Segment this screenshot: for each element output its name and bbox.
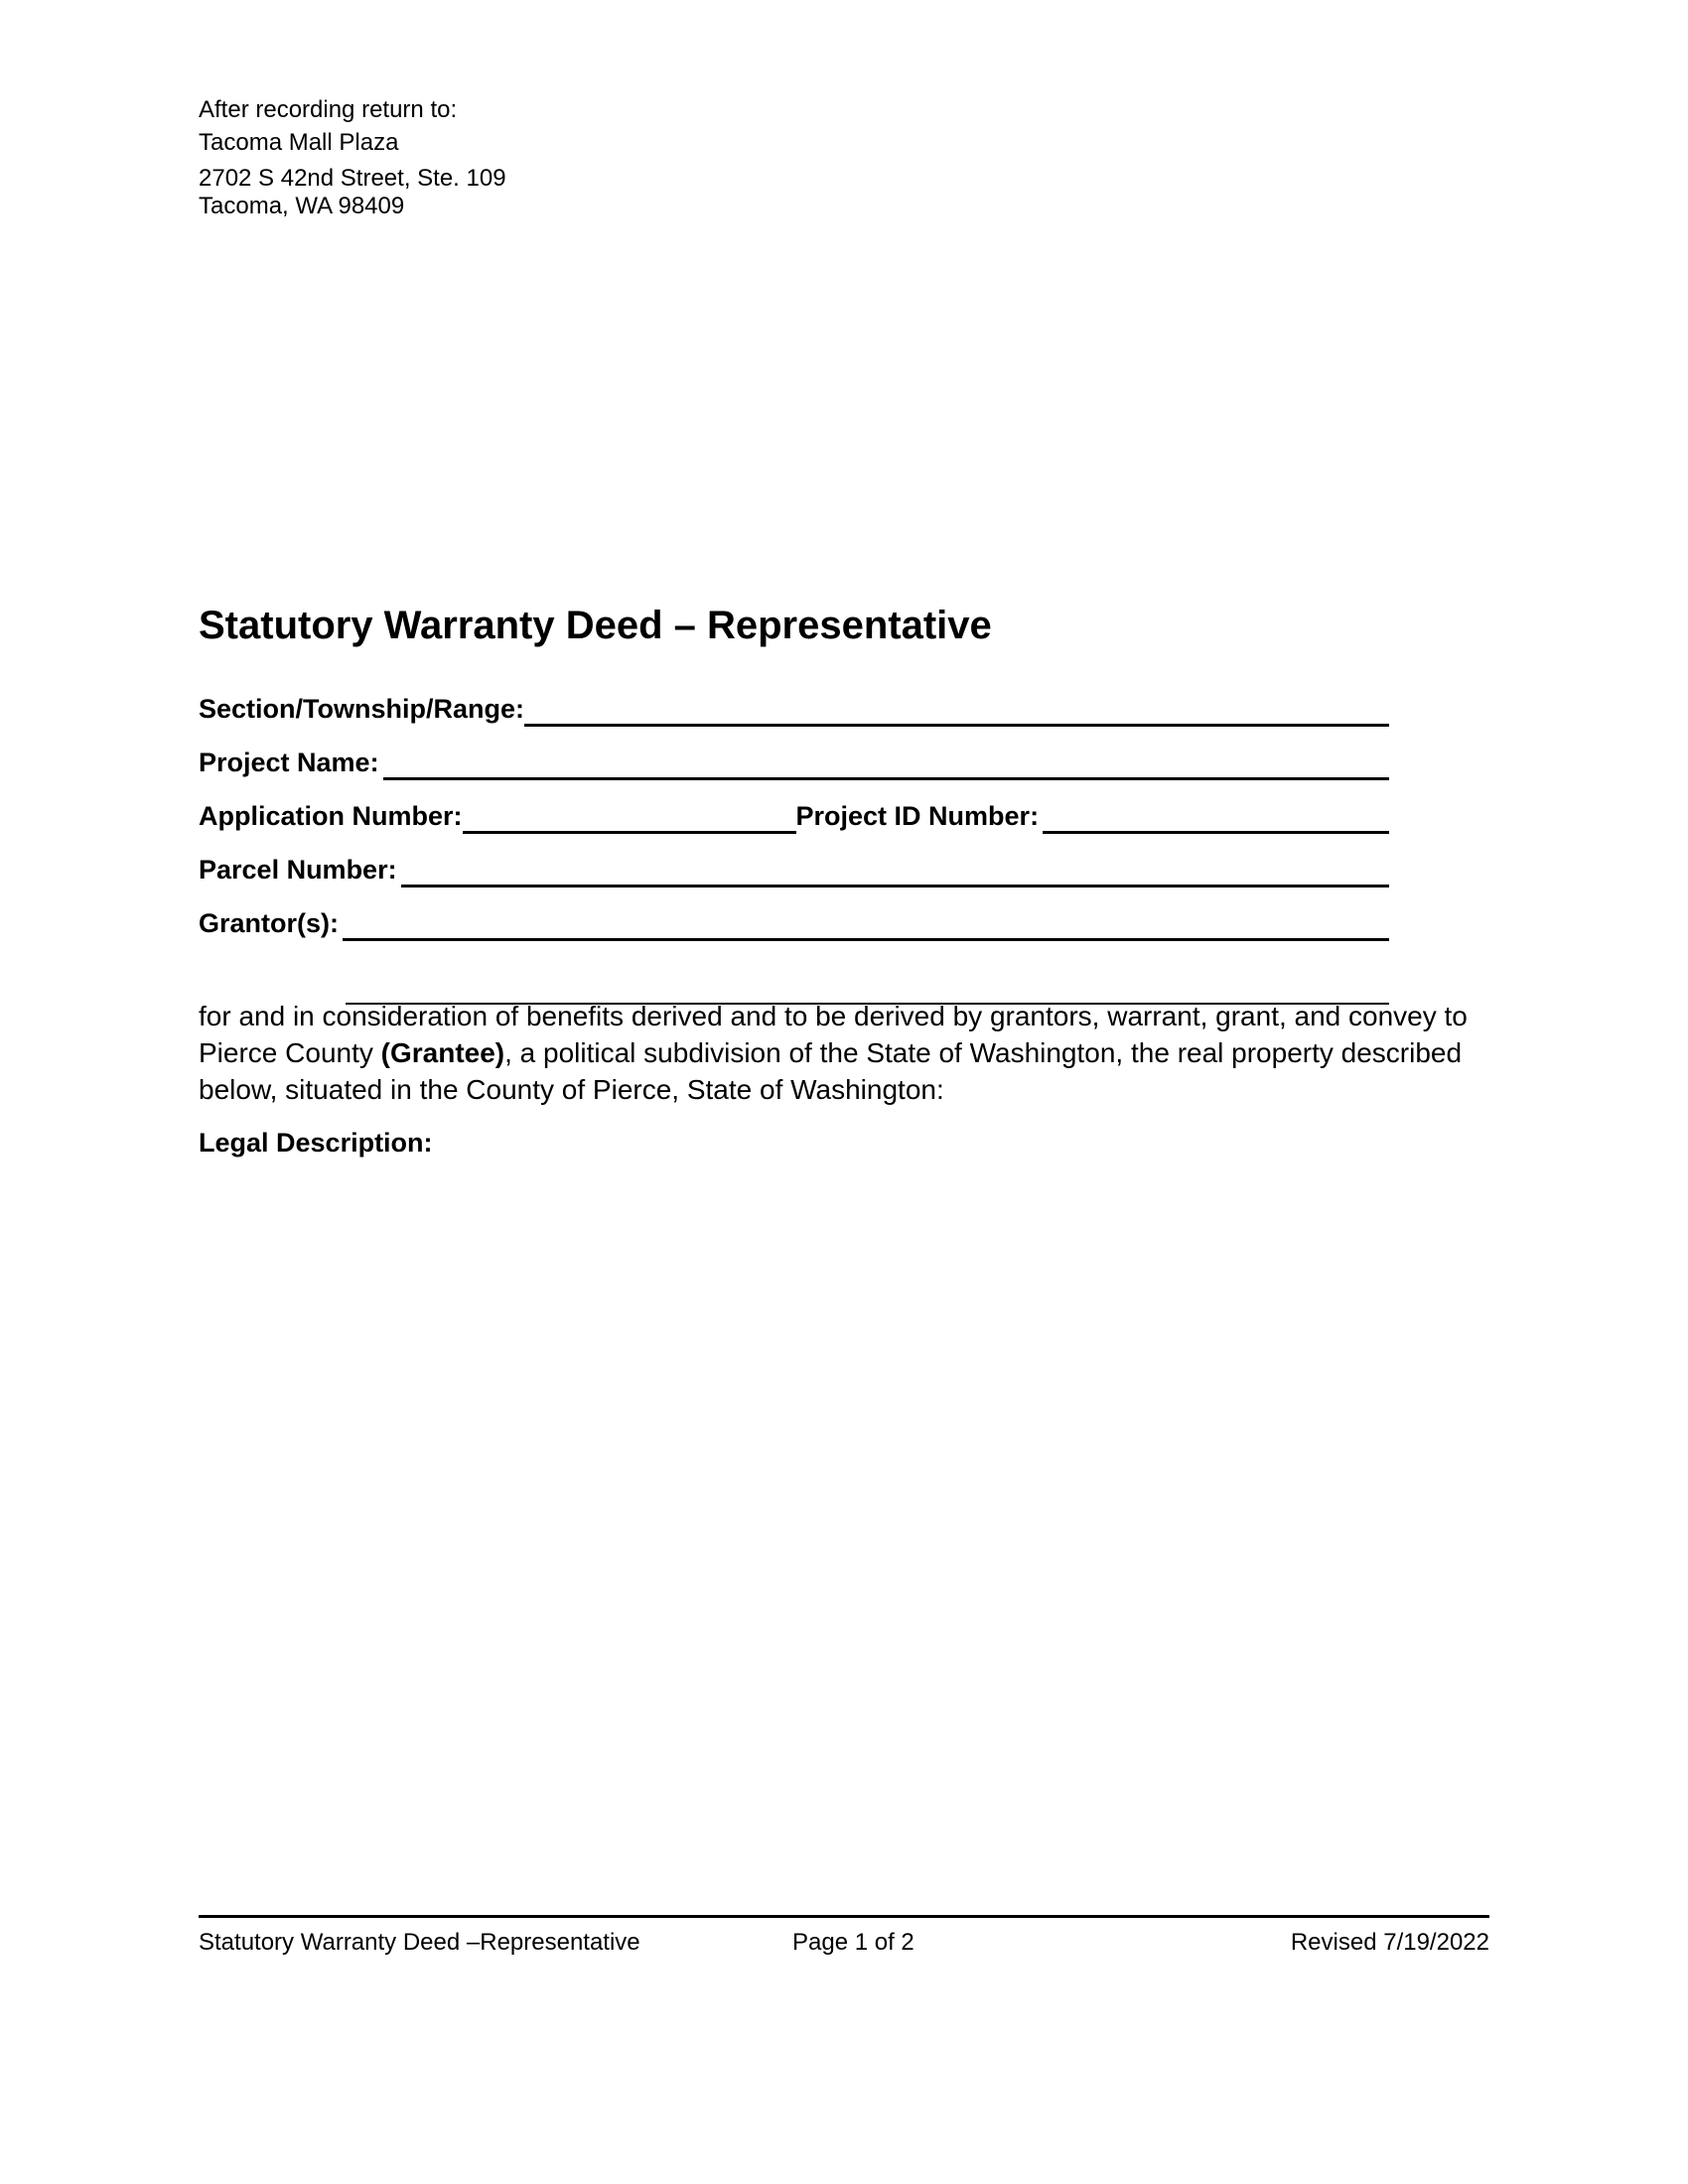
conveyance-text-part1: for and in consideration of benefits derived and to be derived by grantors, warrant, grant, and convey to Pierce County <box>199 1001 1468 1068</box>
field-label-project-id-number: Project ID Number: <box>795 801 1040 831</box>
return-address-heading: After recording return to: <box>199 96 458 123</box>
field-grantors <box>199 907 1389 941</box>
document-title: Statutory Warranty Deed – Representative <box>199 604 992 647</box>
field-label-grantors: Grantor(s): <box>199 908 339 938</box>
legal-description-label: Legal Description: <box>199 1128 433 1158</box>
field-parcel-number <box>199 854 1389 887</box>
field-label-application-number: Application Number: <box>199 801 463 831</box>
footer-page-number: Page 1 of 2 <box>792 1929 914 1956</box>
field-line-project-name[interactable] <box>383 748 1389 780</box>
field-line-application-number[interactable] <box>463 801 796 834</box>
return-address-name: Tacoma Mall Plaza <box>199 129 399 156</box>
field-project-name <box>199 747 1389 780</box>
return-address-block <box>199 93 506 220</box>
footer-divider <box>199 1915 1489 1918</box>
field-line-project-id-number[interactable] <box>1043 801 1389 834</box>
field-line-section-township-range[interactable] <box>524 694 1389 727</box>
field-section-township-range <box>199 693 1389 727</box>
field-label-section-township-range: Section/Township/Range: <box>199 694 525 724</box>
footer-revision-date: Revised 7/19/2022 <box>1290 1929 1489 1956</box>
field-label-project-name: Project Name: <box>199 748 379 777</box>
field-line-parcel-number[interactable] <box>401 855 1389 887</box>
grantee-label: (Grantee) <box>380 1037 505 1068</box>
field-line-grantors[interactable] <box>343 908 1389 941</box>
field-label-parcel-number: Parcel Number: <box>199 855 397 885</box>
conveyance-paragraph <box>199 998 1489 1108</box>
return-address-street: 2702 S 42nd Street, Ste. 109 <box>199 165 506 192</box>
conveyance-text-part2: , a political subdivision of the State of Washington, the real property described below, situated in the County of Pierce, State of Washington: <box>199 1037 1463 1105</box>
field-application-project-id <box>199 800 1389 834</box>
return-address-city: Tacoma, WA 98409 <box>199 193 405 219</box>
footer-document-name: Statutory Warranty Deed –Representative <box>199 1929 640 1956</box>
